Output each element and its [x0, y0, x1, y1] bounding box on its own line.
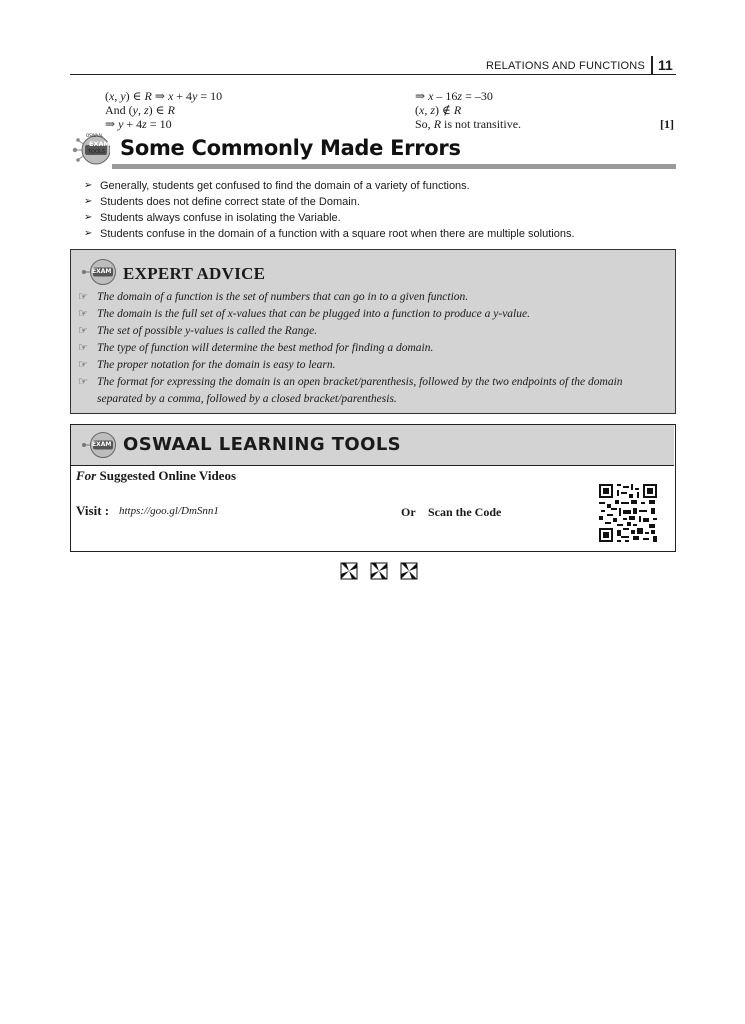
list-item: ➢ Students confuse in the domain of a function with a square root when there are multiple solutions.: [84, 228, 575, 240]
pointing-hand-icon: ☞: [78, 325, 88, 337]
header-divider: [651, 56, 653, 74]
arrow-bullet-icon: ➢: [84, 228, 93, 239]
proof-left-line-1: (x, y) ∈ R ⇒ x + 4y = 10: [105, 89, 223, 103]
visit-label: Visit :: [76, 503, 110, 518]
video-link[interactable]: https://goo.gl/DmSnn1: [119, 505, 219, 517]
exam-tools-logo-text: OSWAAL: [86, 133, 104, 138]
errors-section-title: Some Commonly Made Errors: [120, 136, 461, 160]
list-item: ➢ Generally, students get confused to find the domain of a variety of functions.: [84, 180, 470, 192]
arrow-bullet-icon: ➢: [84, 196, 93, 207]
scan-code-label: Scan the Code: [428, 505, 502, 519]
errors-section-rule: [112, 164, 676, 169]
running-title: RELATIONS AND FUNCTIONS: [485, 60, 645, 72]
proof-right-line-1: ⇒ x – 16z = –30: [415, 89, 493, 103]
proof-left-line-2: And (y, z) ∈ R: [105, 103, 175, 117]
list-item: ➢ Students does not define correct state of the Domain.: [84, 196, 360, 208]
proof-right-line-3: So, R is not transitive.: [415, 117, 522, 131]
arrow-bullet-icon: ➢: [84, 180, 93, 191]
list-item: ➢ Students always confuse in isolating the Variable.: [84, 212, 341, 224]
errors-list: [84, 178, 684, 242]
list-item: ☞ The domain of a function is the set of numbers that can go in to a given function.: [78, 289, 670, 306]
end-ornament-icon: [340, 562, 420, 580]
pointing-hand-icon: ☞: [78, 308, 88, 320]
proof-left-line-3: ⇒ y + 4z = 10: [105, 117, 172, 131]
list-item: ☞ The type of function will determine the best method for finding a domain.: [78, 340, 670, 357]
page-number: 11: [658, 57, 673, 73]
tools-logo-word: TOOLS: [88, 149, 105, 155]
or-label: Or: [401, 505, 416, 519]
exam-logo-word: EXAM: [89, 140, 110, 148]
pointing-hand-icon: ☞: [78, 359, 88, 371]
header-rule: [70, 74, 676, 75]
pointing-hand-icon: ☞: [78, 342, 88, 354]
expert-advice-title: EXPERT ADVICE: [123, 264, 266, 283]
pointing-hand-icon: ☞: [78, 376, 88, 388]
arrow-bullet-icon: ➢: [84, 212, 93, 223]
qr-code-icon[interactable]: [599, 484, 657, 542]
pointing-hand-icon: ☞: [78, 291, 88, 303]
suggested-videos-line: For Suggested Online Videos: [76, 468, 237, 483]
list-item: ☞ The proper notation for the domain is easy to learn.: [78, 357, 670, 374]
proof-right-line-2: (x, z) ∉ R: [415, 103, 462, 117]
learning-tools-title: OSWAAL LEARNING TOOLS: [123, 434, 402, 455]
expert-advice-list: [78, 289, 670, 408]
list-item: ☞ The format for expressing the domain is an open bracket/parenthesis, followed by the two endpoints of the domain separated by a comma, followed by a closed bracket/parenthesis.: [78, 376, 623, 405]
exam-logo-word: EXAM: [92, 441, 112, 448]
exam-logo-word: EXAM: [92, 268, 112, 275]
list-item: ☞ The domain is the full set of x-values that can be plugged into a function to produce a y-value.: [78, 306, 670, 323]
marks-label: [1]: [660, 117, 674, 131]
list-item: ☞ The set of possible y-values is called the Range.: [78, 323, 670, 340]
